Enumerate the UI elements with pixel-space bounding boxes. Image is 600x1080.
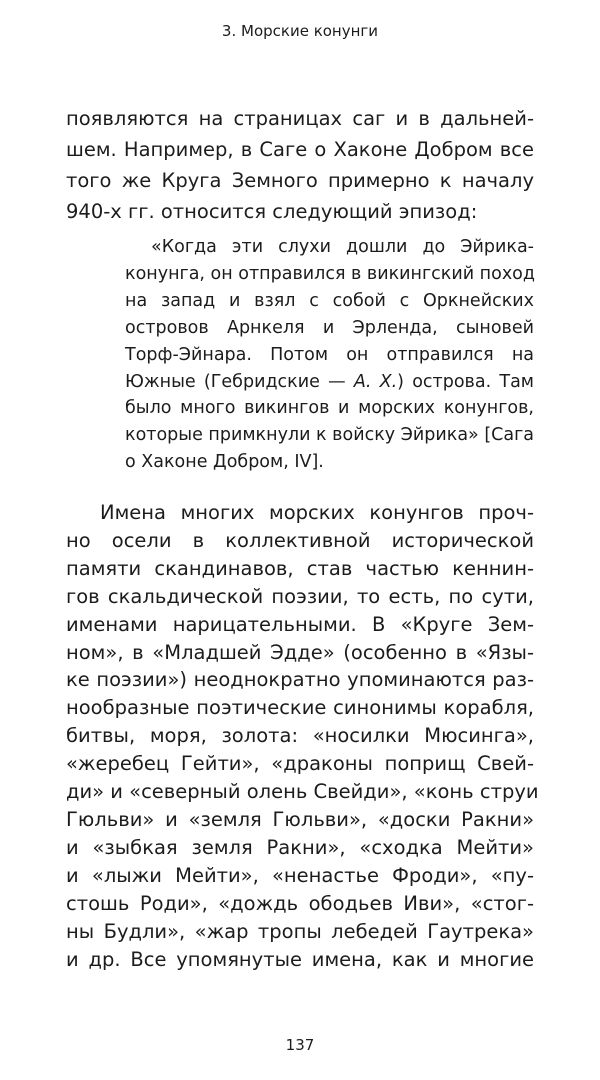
text-line: Имена многих морских конунгов проч- bbox=[100, 501, 534, 524]
text-line: «жеребец Гейти», «драконы поприщ Свей- bbox=[66, 752, 534, 776]
quote-line: Торф-Эйнара. Потом он отправился на bbox=[125, 344, 534, 365]
text-line: ке поэзии») неоднократно упоминаются раз- bbox=[66, 668, 534, 692]
page-number: 137 bbox=[285, 1036, 315, 1054]
quote-text: Южные (Гебридские — bbox=[125, 371, 354, 392]
quote-line: которые примкнули к войску Эйрика» [Сага bbox=[125, 425, 535, 446]
text-line: памяти скандинавов, став частью кеннин- bbox=[66, 556, 534, 580]
quote-line: «Когда эти слухи дошли до Эйрика- bbox=[151, 237, 534, 257]
quote-line bbox=[125, 369, 534, 396]
quote-line: конунга, он отправился в викингский поход bbox=[125, 263, 535, 284]
text-line: и «зыбкая земля Ракни», «сходка Мейти» bbox=[66, 835, 534, 859]
text-line: и «лыжи Мейти», «ненастье Фроди», «пу- bbox=[66, 863, 534, 887]
author-initials: А. Х. bbox=[353, 371, 398, 392]
paragraph-intro bbox=[66, 103, 534, 227]
text-line: ном», в «Младшей Эдде» (особенно в «Язы- bbox=[66, 640, 534, 664]
text-line: гов скальдической поэзии, то есть, по сути, bbox=[66, 584, 534, 608]
quote-line: островов Арнкеля и Эрленда, сыновей bbox=[125, 317, 534, 338]
quote-line: о Хаконе Добром, IV]. bbox=[125, 452, 324, 473]
text-line: Гюльви» и «земля Гюльви», «доски Ракни» bbox=[66, 807, 534, 831]
text-line: именами нарицательными. В «Круге Зем- bbox=[66, 612, 534, 636]
quote-text: ) острова. Там bbox=[397, 371, 534, 392]
text-line: того же Круга Земного примерно к началу bbox=[66, 169, 534, 192]
text-line: стошь Роди», «дождь ободьев Иви», «стог- bbox=[66, 891, 534, 915]
text-line: и др. Все упомянутые имена, как и многие bbox=[66, 947, 534, 971]
text-line: но осели в коллективной исторической bbox=[66, 528, 534, 552]
text-line: шем. Например, в Саге о Хаконе Добром все bbox=[66, 138, 534, 161]
quote-line: было много викингов и морских конунгов, bbox=[125, 398, 534, 419]
paragraph-kennings bbox=[66, 499, 539, 973]
text-line: ны Будли», «жар тропы лебедей Гаутрека» bbox=[66, 919, 534, 943]
quote-line: на запад и взял с собой с Оркнейских bbox=[125, 290, 534, 311]
text-line: битвы, моря, золота: «носилки Мюсинга», bbox=[66, 724, 534, 748]
text-line: 940-х гг. относится следующий эпизод: bbox=[66, 200, 478, 223]
running-header: 3. Морские конунги bbox=[221, 22, 379, 40]
text-line: ди» и «северный олень Свейди», «конь струи bbox=[66, 780, 539, 804]
block-quote bbox=[125, 234, 534, 476]
text-line: появляются на страницах саг и в дальней- bbox=[66, 107, 534, 130]
text-line: нообразные поэтические синонимы корабля, bbox=[66, 696, 534, 720]
